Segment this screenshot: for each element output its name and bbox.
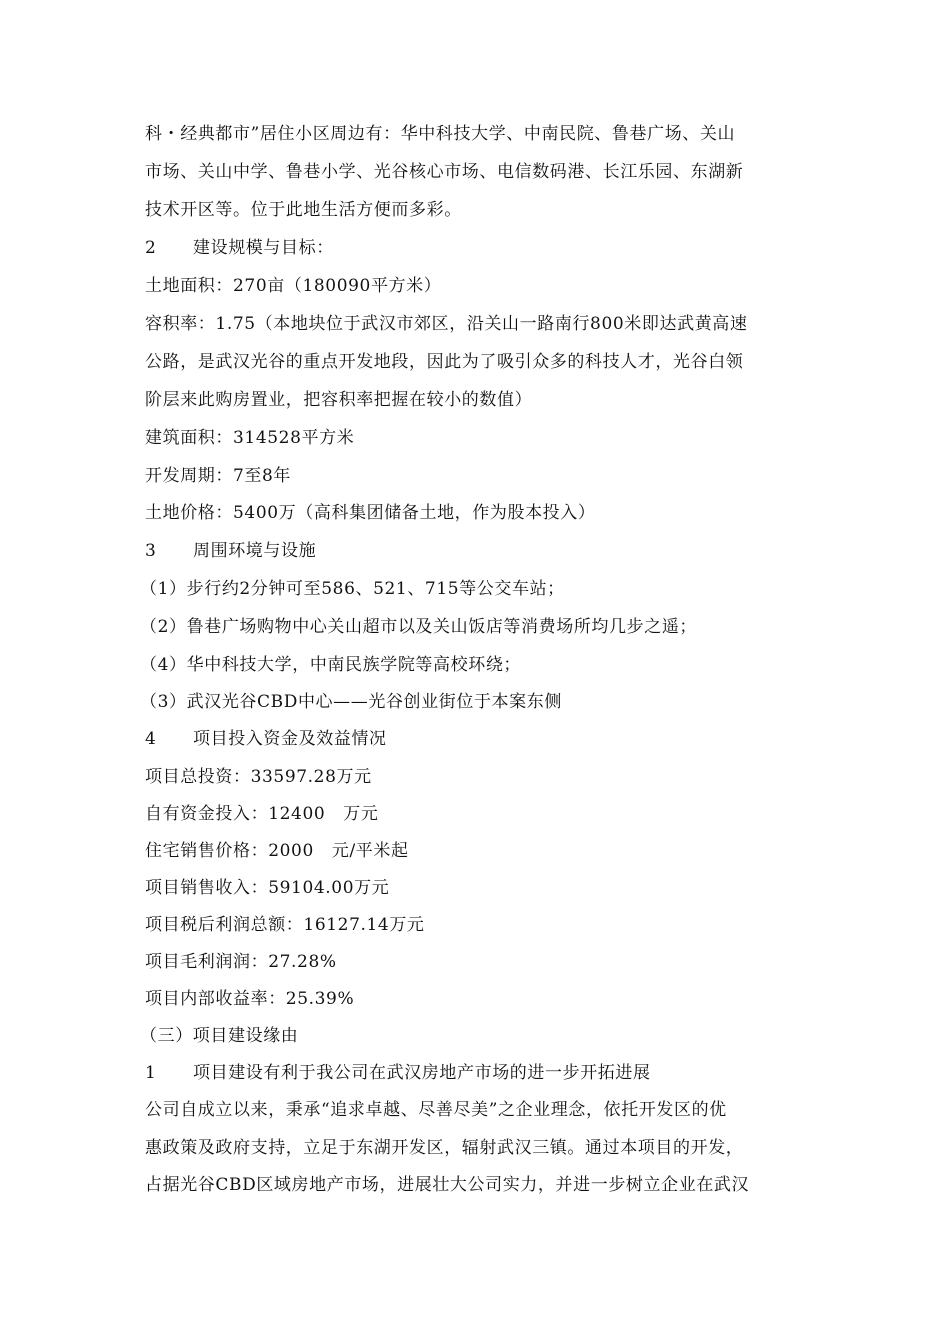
- body-text-line: 惠政策及政府支持，立足于东湖开发区，辐射武汉三镇。通过本项目的开发，: [145, 1138, 744, 1158]
- body-text-line: 公路，是武汉光谷的重点开发地段，因此为了吸引众多的科技人才，光谷白领: [145, 352, 744, 372]
- section-title: 周围环境与设施: [193, 541, 317, 561]
- subsection-heading: （三）项目建设缘由: [140, 1026, 299, 1046]
- section-number: 1: [145, 1063, 157, 1083]
- list-item: （2）鲁巷广场购物中心关山超市以及关山饭店等消费场所均几步之遥；: [140, 617, 698, 637]
- section-heading: [145, 1061, 651, 1085]
- list-item: （3）武汉光谷CBD中心——光谷创业街位于本案东侧: [140, 692, 562, 712]
- body-text-line: 公司自成立以来，秉承“追求卓越、尽善尽美”之企业理念，依托开发区的优: [145, 1100, 727, 1120]
- body-text-line: 开发周期：7至8年: [145, 466, 292, 486]
- body-text-line: 土地价格：5400万（高科集团储备土地，作为股本投入）: [145, 503, 596, 523]
- section-title: 项目建设有利于我公司在武汉房地产市场的进一步开拓进展: [193, 1063, 651, 1083]
- section-number: 2: [145, 238, 157, 258]
- body-text-line: 项目税后利润总额：16127.14万元: [145, 915, 425, 935]
- section-heading: [145, 727, 387, 751]
- body-text-line: 容积率：1.75（本地块位于武汉市郊区，沿关山一路南行800米即达武黄高速: [145, 314, 748, 334]
- body-text-line: 项目内部收益率：25.39%: [145, 989, 355, 1009]
- body-text-line: 自有资金投入：12400 万元: [145, 804, 379, 824]
- body-text-line: 科・经典都市”居住小区周边有：华中科技大学、中南民院、鲁巷广场、关山: [145, 124, 736, 144]
- body-text-line: 项目毛利润润：27.28%: [145, 952, 337, 972]
- list-item: （4）华中科技大学，中南民族学院等高校环绕；: [140, 655, 522, 675]
- body-text-line: 土地面积：270亩（180090平方米）: [145, 276, 442, 296]
- body-text-line: 占据光谷CBD区域房地产市场，进展壮大公司实力，并进一步树立企业在武汉: [145, 1175, 750, 1195]
- body-text-line: 阶层来此购房置业，把容积率把握在较小的数值）: [145, 390, 533, 410]
- section-title: 项目投入资金及效益情况: [193, 729, 387, 749]
- section-number: 4: [145, 729, 157, 749]
- section-number: 3: [145, 541, 157, 561]
- section-heading: [145, 539, 316, 563]
- section-title: 建设规模与目标：: [193, 238, 334, 258]
- body-text-line: 住宅销售价格：2000 元/平米起: [145, 841, 409, 861]
- section-heading: [145, 236, 334, 260]
- body-text-line: 市场、关山中学、鲁巷小学、光谷核心市场、电信数码港、长江乐园、东湖新: [145, 162, 744, 182]
- body-text-line: 技术开区等。位于此地生活方便而多彩。: [145, 200, 462, 220]
- list-item: （1）步行约2分钟可至586、521、715等公交车站；: [140, 579, 565, 599]
- body-text-line: 项目总投资：33597.28万元: [145, 767, 372, 787]
- body-text-line: 建筑面积：314528平方米: [145, 428, 355, 448]
- body-text-line: 项目销售收入：59104.00万元: [145, 878, 390, 898]
